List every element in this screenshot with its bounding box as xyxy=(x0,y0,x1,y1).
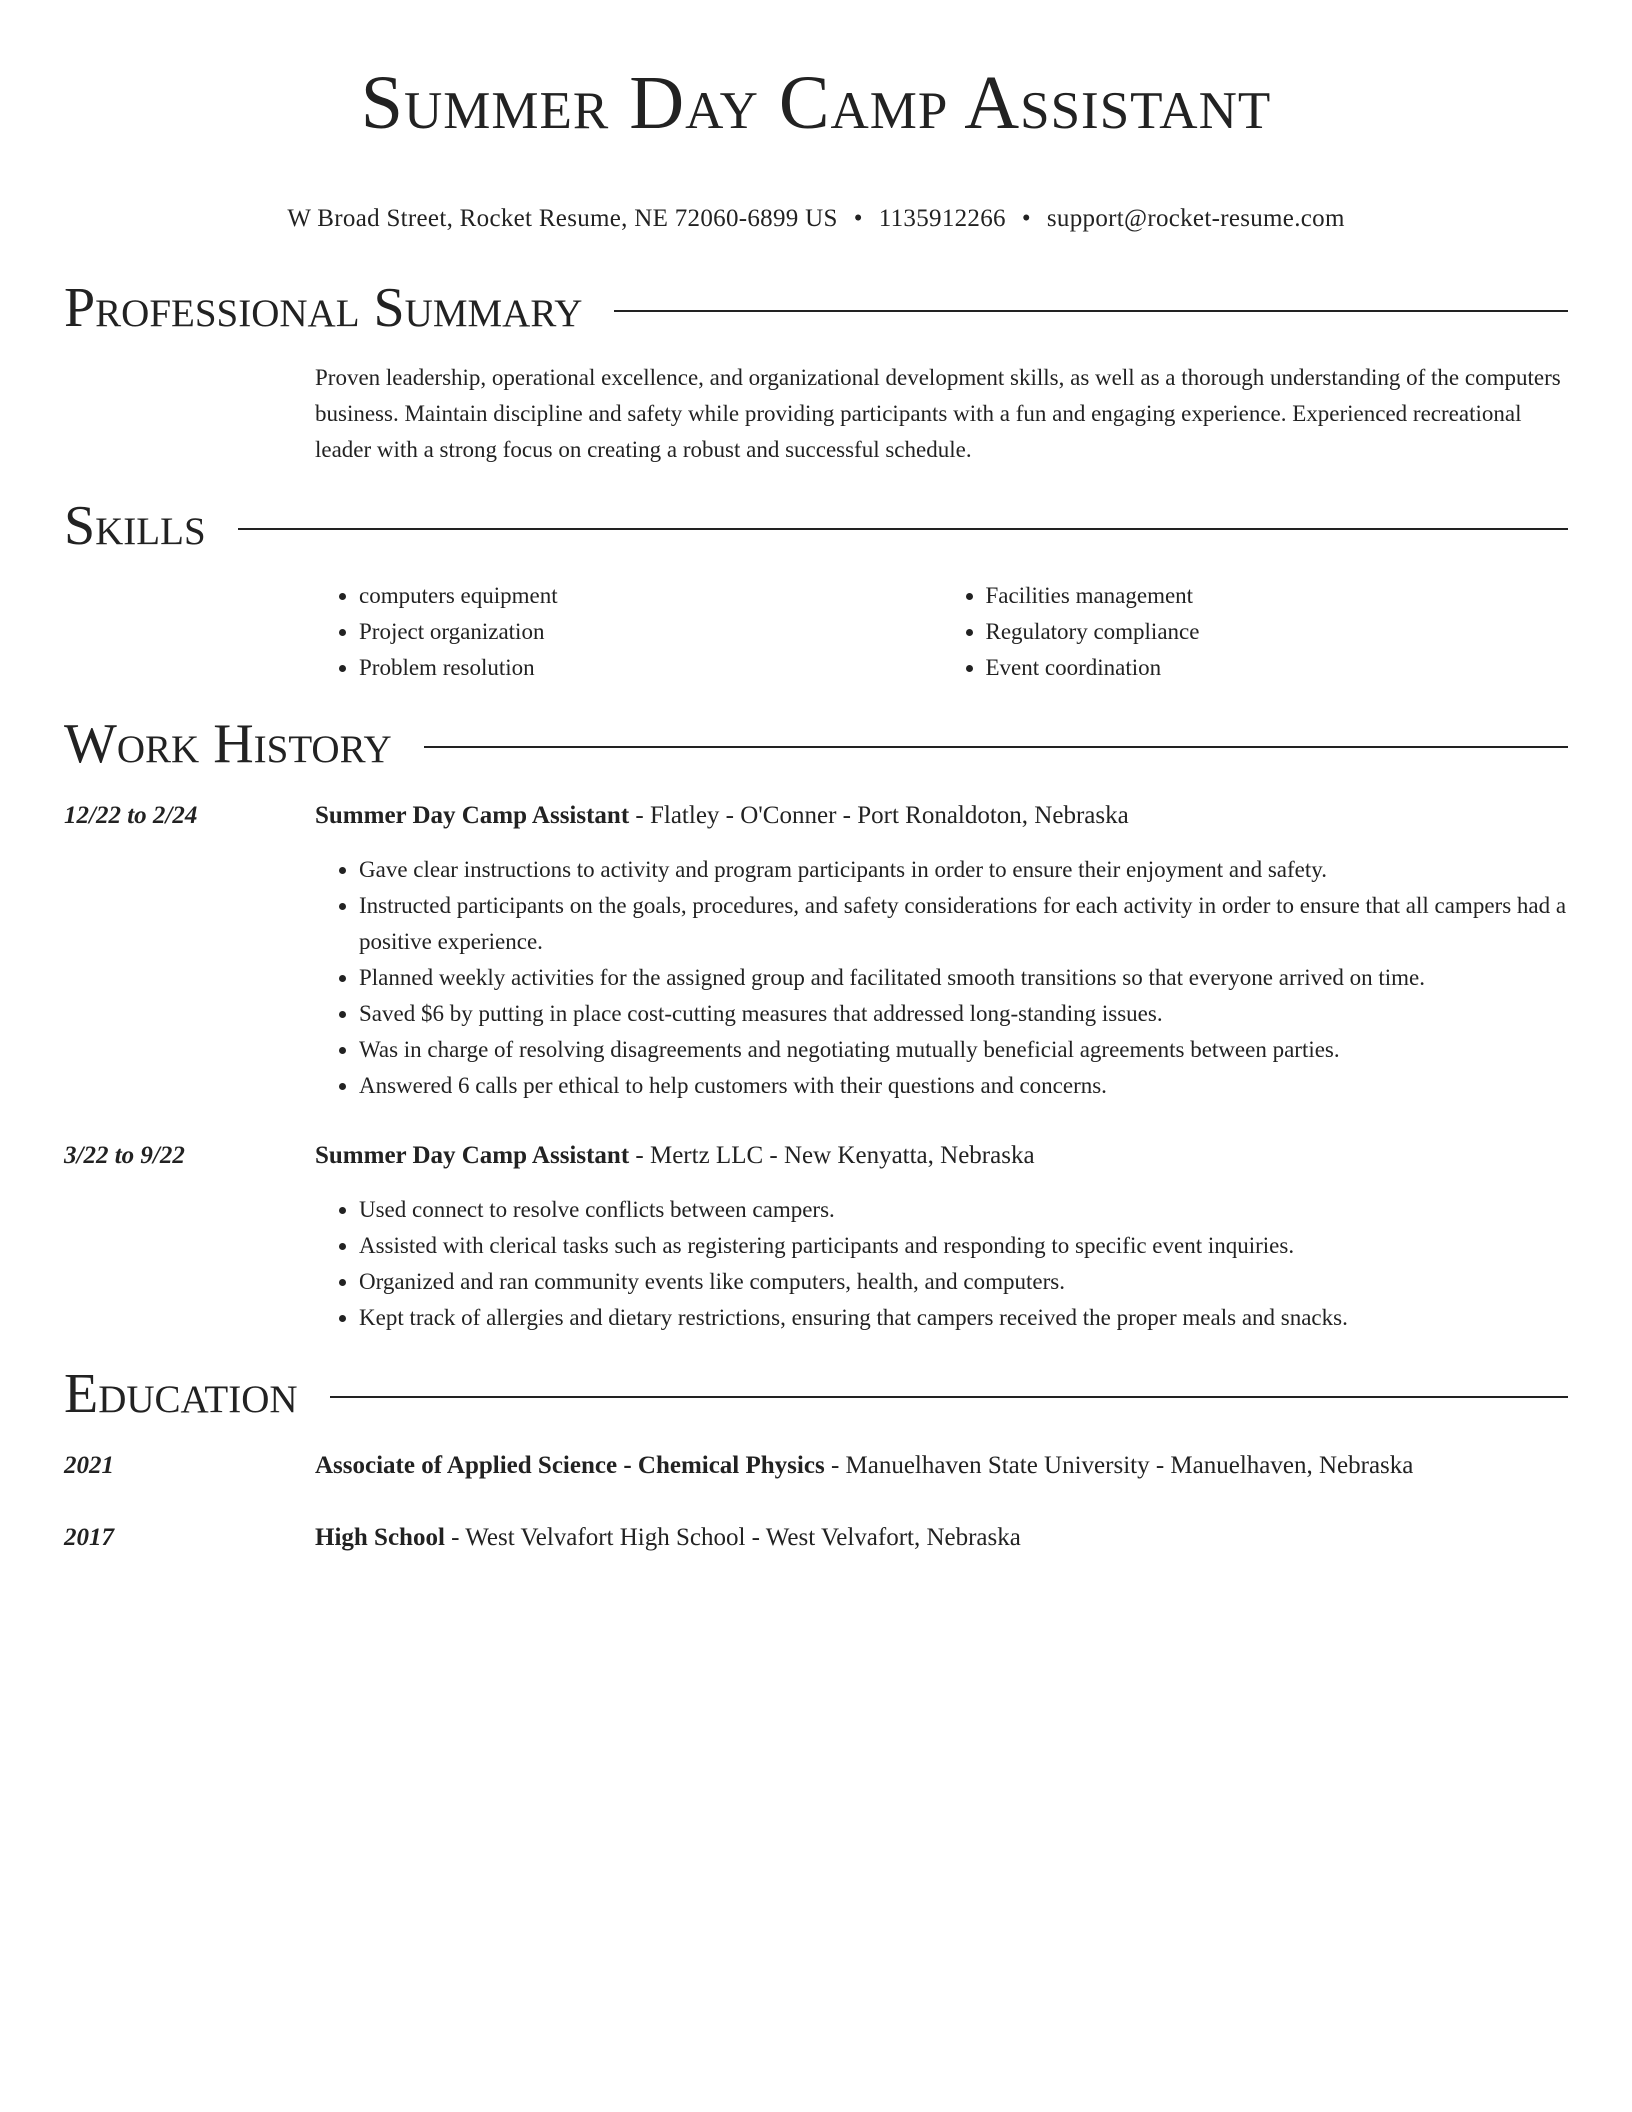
contact-email: support@rocket-resume.com xyxy=(1046,205,1345,232)
education-year: 2017 xyxy=(64,1524,114,1551)
job-bullet: • Assisted with clerical tasks such as registering participants and responding to specific event inquiries. xyxy=(359,1228,1568,1264)
job-dates: 12/22 to 2/24 xyxy=(64,802,198,829)
job-bullets xyxy=(315,852,1568,1104)
skill-item: • Project organization xyxy=(359,614,942,650)
job-entry xyxy=(64,1138,1568,1174)
summary-body xyxy=(315,360,1568,468)
section-divider xyxy=(330,1396,1568,1398)
job-bullet: • Organized and ran community events like computers, health, and computers. xyxy=(359,1264,1568,1300)
job-title: Summer Day Camp Assistant xyxy=(315,802,630,829)
job-title: Summer Day Camp Assistant xyxy=(315,1142,630,1169)
skills-column-right xyxy=(942,578,1569,686)
job-dates: 3/22 to 9/22 xyxy=(64,1142,185,1169)
skills-list xyxy=(315,578,1568,686)
education-details xyxy=(315,1520,1568,1556)
job-bullet: • Kept track of allergies and dietary restrictions, ensuring that campers received the proper meals and snacks. xyxy=(359,1300,1568,1336)
education-section-header xyxy=(64,1362,1568,1426)
education-year: 2021 xyxy=(64,1452,114,1479)
section-divider xyxy=(238,528,1568,530)
section-divider xyxy=(614,310,1568,312)
education-degree: Associate of Applied Science - Chemical Physics xyxy=(315,1452,825,1479)
contact-separator: • xyxy=(1021,205,1031,232)
job-bullet: • Answered 6 calls per ethical to help customers with their questions and concerns. xyxy=(359,1068,1568,1104)
summary-section-header xyxy=(64,276,1568,340)
summary-text: Proven leadership, operational excellence, and organizational development skills, as well as a thorough understanding of the computers business. Maintain discipline and safety while providing participants with a fun and engaging experience. Experienced recreational leader with a strong focus on creating a robust and successful schedule. xyxy=(315,365,1561,462)
job-bullet: • Gave clear instructions to activity and program participants in order to ensure their enjoyment and safety. xyxy=(359,852,1568,888)
summary-section-title: Professional Summary xyxy=(64,277,583,339)
job-company: - Flatley - O'Conner - Port Ronaldoton, Nebraska xyxy=(629,802,1129,829)
resume-name: Summer Day Camp Assistant xyxy=(360,61,1272,145)
contact-phone: 1135912266 xyxy=(878,205,1006,232)
contact-separator: • xyxy=(853,205,863,232)
job-bullet: • Was in charge of resolving disagreements and negotiating mutually beneficial agreements between parties. xyxy=(359,1032,1568,1068)
job-bullets xyxy=(315,1192,1568,1336)
work-section-header xyxy=(64,712,1568,776)
skill-item: • Facilities management xyxy=(986,578,1569,614)
job-bullet: • Saved $6 by putting in place cost-cutting measures that addressed long-standing issues. xyxy=(359,996,1568,1032)
skill-item: • computers equipment xyxy=(359,578,942,614)
job-entry xyxy=(64,798,1568,834)
education-school: - West Velvafort High School - West Velvafort, Nebraska xyxy=(444,1524,1021,1551)
contact-address: W Broad Street, Rocket Resume, NE 72060-6899 US xyxy=(287,205,838,232)
job-details xyxy=(315,798,1568,834)
education-degree: High School xyxy=(315,1524,445,1551)
work-section-title: Work History xyxy=(64,713,392,775)
job-company: - Mertz LLC - New Kenyatta, Nebraska xyxy=(629,1142,1035,1169)
job-bullet: • Planned weekly activities for the assigned group and facilitated smooth transitions so that everyone arrived on time. xyxy=(359,960,1568,996)
education-section-title: Education xyxy=(64,1363,298,1425)
education-details xyxy=(315,1448,1568,1484)
education-entry xyxy=(64,1520,1568,1556)
skills-section-header xyxy=(64,494,1568,558)
skills-column-left xyxy=(315,578,942,686)
skill-item: • Event coordination xyxy=(986,650,1569,686)
skills-section-title: Skills xyxy=(64,495,206,557)
skill-item: • Regulatory compliance xyxy=(986,614,1569,650)
job-bullet: • Instructed participants on the goals, procedures, and safety considerations for each activity in order to ensure that all campers had a positive experience. xyxy=(359,888,1568,960)
education-entry xyxy=(64,1448,1568,1484)
contact-line xyxy=(64,202,1568,236)
resume-page xyxy=(64,0,1568,1556)
section-divider xyxy=(424,746,1568,748)
skill-item: • Problem resolution xyxy=(359,650,942,686)
job-bullet: • Used connect to resolve conflicts between campers. xyxy=(359,1192,1568,1228)
education-school: - Manuelhaven State University - Manuelhaven, Nebraska xyxy=(824,1452,1414,1479)
job-details xyxy=(315,1138,1568,1174)
